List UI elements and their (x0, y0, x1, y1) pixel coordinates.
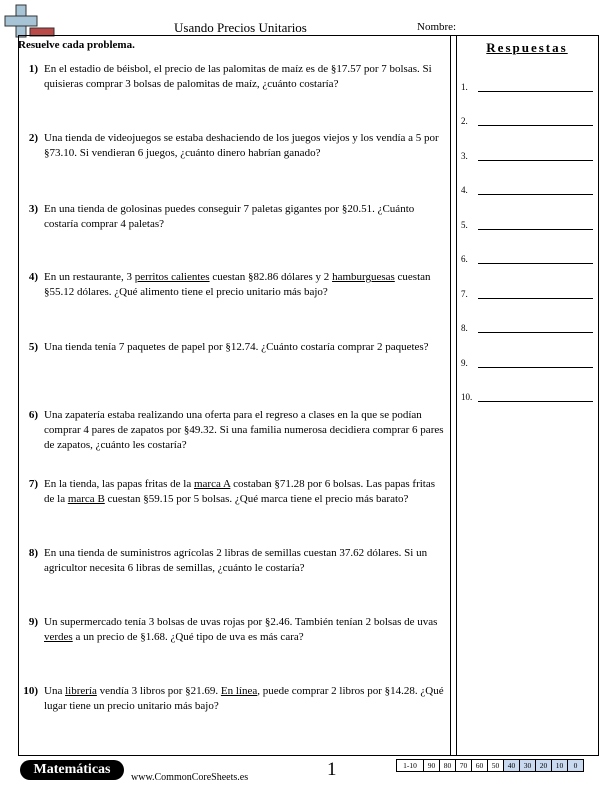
answer-blank[interactable] (478, 298, 593, 299)
score-cell: 90 (423, 759, 440, 772)
answer-line-9[interactable] (461, 355, 591, 369)
question-text (44, 477, 448, 507)
page-number: 1 (327, 759, 337, 780)
score-cell: 80 (439, 759, 456, 772)
column-divider (450, 35, 451, 755)
answer-line-8[interactable] (461, 320, 591, 334)
score-cell: 1-10 (396, 759, 424, 772)
answer-line-10[interactable] (461, 389, 591, 403)
question-text: Una tienda de videojuegos se estaba deshaciendo de los juegos viejos y los vendía a 5 por §73.10. Si vendieran 6 juegos, ¿cuánto dinero habrían ganado? (44, 132, 439, 159)
question-text-part: a un precio de §1.68. ¿Qué tipo de uva es más cara? (72, 631, 304, 643)
answer-line-2[interactable] (461, 113, 591, 127)
site-link[interactable]: www.CommonCoreSheets.es (131, 772, 249, 783)
footer-divider (18, 755, 599, 756)
question-text (44, 270, 448, 300)
answer-number: 10. (461, 392, 473, 402)
answer-line-7[interactable] (461, 286, 591, 300)
answer-blank[interactable] (478, 401, 593, 402)
underlined-term: perritos calientes (134, 271, 210, 283)
answer-blank[interactable] (478, 125, 593, 126)
underlined-term: marca B (67, 493, 105, 505)
score-cell: 40 (503, 759, 520, 772)
score-cell: 70 (455, 759, 472, 772)
underlined-term: En línea (220, 685, 258, 697)
answer-blank[interactable] (478, 160, 593, 161)
question-text-part: vendía 3 libros por §21.69. (96, 685, 221, 697)
question-text-part: Una (44, 685, 66, 697)
question-number: 8) (28, 547, 38, 559)
answer-number: 5. (461, 220, 468, 230)
score-cell: 10 (551, 759, 568, 772)
subject-badge: Matemáticas (20, 760, 124, 780)
question-number: 3) (28, 203, 38, 215)
question-text: Una zapatería estaba realizando una oferta para el regreso a clases en la que se podían comprar 4 pares de zapatos por §49.32. Si una familia numerosa decidiera comprar 6 pares de zapatos, ¿cuánto les costaría? (44, 409, 444, 451)
right-border (598, 35, 599, 755)
answers-heading: Respuestas (486, 40, 568, 55)
question-text: Una tienda tenía 7 paquetes de papel por §12.74. ¿Cuánto costaría comprar 2 paquetes? (44, 341, 429, 353)
answer-blank[interactable] (478, 332, 593, 333)
score-cell: 0 (567, 759, 584, 772)
answer-blank[interactable] (478, 194, 593, 195)
question-text-part: costaban §71.28 por 6 bolsas. Las papas fritas de la (44, 478, 436, 505)
score-cell: 30 (519, 759, 536, 772)
question-number: 9) (28, 616, 38, 628)
question-number: 5) (28, 341, 38, 353)
answer-line-3[interactable] (461, 148, 591, 162)
answer-line-6[interactable] (461, 251, 591, 265)
answer-number: 2. (461, 116, 468, 126)
question-number: 1) (28, 63, 38, 75)
question-number: 2) (28, 132, 38, 144)
answer-line-4[interactable] (461, 182, 591, 196)
answer-number: 4. (461, 185, 468, 195)
answer-line-1[interactable] (461, 79, 591, 93)
question-number: 10) (23, 685, 38, 697)
header-divider (18, 35, 599, 36)
name-label: Nombre: (417, 21, 457, 33)
worksheet-title: Usando Precios Unitarios (174, 20, 307, 35)
question-text-part: En la tienda, las papas fritas de la (44, 478, 194, 490)
instructions: Resuelve cada problema. (18, 39, 135, 51)
score-table (397, 759, 584, 772)
question-text-part: En un restaurante, 3 (44, 271, 135, 283)
question-text: En una tienda de suministros agrícolas 2 libras de semillas cuestan 37.62 dólares. Si un agricultor necesita 6 libras de semillas, ¿cuánto le costaría? (44, 547, 428, 574)
underlined-term: hamburguesas (332, 271, 395, 283)
underlined-term: librería (65, 685, 97, 697)
answer-blank[interactable] (478, 91, 593, 92)
answer-number: 7. (461, 289, 468, 299)
answer-number: 6. (461, 254, 468, 264)
question-number: 7) (28, 478, 38, 490)
question-text: En una tienda de golosinas puedes conseguir 7 paletas gigantes por §20.51. ¿Cuánto costaría comprar 4 paletas? (44, 203, 415, 230)
answer-blank[interactable] (478, 367, 593, 368)
answer-number: 9. (461, 358, 468, 368)
answer-blank[interactable] (478, 263, 593, 264)
question-text-part: , puede comprar 2 libros por §14.28. ¿Qué lugar tiene un precio unitario más bajo? (44, 685, 444, 712)
answer-number: 1. (461, 82, 468, 92)
answer-blank[interactable] (478, 229, 593, 230)
question-text (44, 684, 448, 714)
question-text-part: cuestan §59.15 por 5 bolsas. ¿Qué marca tiene el precio más barato? (104, 493, 409, 505)
score-cell: 50 (487, 759, 504, 772)
answer-number: 8. (461, 323, 468, 333)
question-text (44, 615, 448, 645)
underlined-term: verdes (44, 631, 73, 643)
score-cell: 60 (471, 759, 488, 772)
question-text-part: cuestan §55.12 dólares. ¿Qué alimento tiene el precio unitario más bajo? (44, 271, 431, 298)
column-divider-inner (456, 35, 457, 755)
score-cell: 20 (535, 759, 552, 772)
question-number: 6) (28, 409, 38, 421)
question-number: 4) (28, 271, 38, 283)
underlined-term: marca A (193, 478, 231, 490)
answer-line-5[interactable] (461, 217, 591, 231)
question-text-part: cuestan §82.86 dólares y 2 (209, 271, 333, 283)
answer-number: 3. (461, 151, 468, 161)
question-text-part: Un supermercado tenía 3 bolsas de uvas rojas por §2.46. También tenían 2 bolsas de uvas (44, 616, 438, 628)
question-text: En el estadio de béisbol, el precio de las palomitas de maíz es de §17.57 por 7 bolsas. Si quisieras comprar 3 bolsas de palomitas de maíz, ¿cuánto costaría? (44, 63, 432, 90)
